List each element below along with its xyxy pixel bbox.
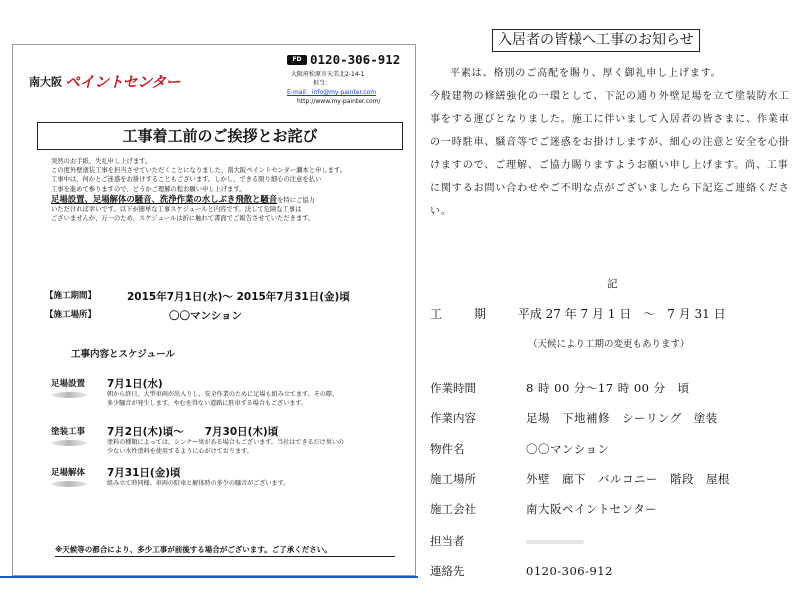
- right-title: 入居者の皆様へ工事のお知らせ: [492, 29, 700, 52]
- ki-heading: 記: [607, 278, 618, 290]
- detail-value: 外壁 廊下 バルコニー 階段 屋根: [526, 472, 730, 486]
- schedule-date: 7月2日(木)頃～ 7月30日(木)頃: [107, 426, 279, 438]
- detail-value: 8 時 00 分～17 時 00 分 頃: [526, 381, 690, 395]
- brush-mark-icon: [51, 481, 87, 487]
- detail-label: 施工会社: [430, 502, 476, 516]
- schedule-date: 7月31日(金)頃: [107, 467, 181, 479]
- logo-brand: ペイントセンター: [65, 73, 180, 91]
- detail-row: [430, 501, 657, 517]
- person-in-charge: 担当：: [313, 80, 332, 87]
- period-label: 【施工期間】: [45, 291, 97, 301]
- detail-label: 施工場所: [430, 472, 476, 486]
- detail-row: [430, 563, 613, 579]
- contact-block: [287, 53, 411, 106]
- company-logo: [29, 71, 180, 92]
- brush-mark-icon: [51, 392, 87, 398]
- detail-row: [430, 410, 718, 426]
- intro-emphasis-tail: を特にご協力: [277, 196, 315, 204]
- schedule-title: 工事内容とスケジュール: [71, 349, 175, 360]
- period-value: 平成 27 年 7 月 1 日 ～ 7 月 31 日: [517, 307, 726, 321]
- schedule-desc-line: 朝から終日、大型車両が出入りし、安全作業のために足場も組み立てます。その際、: [107, 391, 339, 398]
- website-url[interactable]: http://www.my-painter.com/: [297, 98, 381, 105]
- address: 大阪府松原市天美北2-14-1: [291, 71, 365, 78]
- period-value: 2015年7月1日(水)～ 2015年7月31日(金)頃: [127, 291, 350, 303]
- detail-row: [430, 533, 584, 549]
- email-link[interactable]: E-mail：info@my-painter.com: [287, 89, 377, 96]
- detail-value: 南大阪ペイントセンター: [526, 502, 658, 516]
- intro-line: 突然のお手紙、失礼申し上げます。: [51, 158, 152, 165]
- right-notice: [420, 0, 800, 600]
- detail-row: [430, 380, 690, 396]
- right-body: [430, 62, 790, 223]
- intro-line: この度外壁塗装工事を担当させていただくことになりました、南大阪ペイントセンター瀬本と申します。: [51, 167, 347, 175]
- period-note: （天候により工期の変更もあります）: [528, 339, 690, 350]
- intro-line: 工事中は、何かとご迷惑をお掛けすることもございます。しかし、できる限り細心の注意を払い: [51, 176, 322, 184]
- redacted-name: [526, 540, 584, 544]
- detail-label: 作業内容: [430, 411, 476, 425]
- schedule-label: 足場設置: [51, 379, 86, 389]
- left-title: 工事着工前のご挨拶とお詫び: [37, 122, 403, 150]
- greeting-paragraph: 平素は、格別のご高配を賜り、厚く御礼申し上げます。: [450, 68, 722, 79]
- bottom-blue-rule: [0, 576, 418, 578]
- detail-value: 〇〇マンション: [526, 442, 610, 456]
- schedule-label: 塗装工事: [51, 427, 86, 437]
- schedule-desc-line: 少ない水性塗料を使用するように心がけております。: [107, 448, 253, 455]
- schedule-desc-line: 多少騒音が発生します。やむを得ない道路に駐車する場合もございます。: [107, 400, 308, 407]
- phone-row: [287, 53, 411, 67]
- detail-value: 0120-306-912: [526, 564, 613, 578]
- schedule-desc: [107, 390, 399, 408]
- schedule-desc-line: 組み立て時同様、車両の駐車と解体時の多少の騒音がございます。: [107, 480, 290, 487]
- phone-number: 0120-306-912: [310, 52, 401, 67]
- schedule-desc: [107, 479, 399, 488]
- period-label: 工 期: [430, 307, 497, 321]
- detail-label: 連絡先: [430, 564, 465, 578]
- detail-value: 足場 下地補修 シーリング 塗装: [526, 411, 718, 425]
- place-label: 【施工場所】: [45, 310, 97, 320]
- weather-note: ※天候等の都合により、多少工事が前後する場合がございます。ご了承ください。: [55, 545, 332, 554]
- intro-emphasis-line: [51, 194, 399, 205]
- intro-line: 工事を進めて参りますので、どうかご理解の程お願い申し上げます。: [51, 185, 246, 193]
- intro-emphasis: 足場設置、足場解体の騒音、洗浄作業の水しぶき飛散と騒音: [51, 193, 278, 204]
- detail-label: 担当者: [430, 534, 465, 548]
- schedule-desc-line: 塗料の種類によっては、シンナー臭がある場合もございます。当社はできるだけ臭いの: [107, 439, 345, 446]
- schedule-label: 足場解体: [51, 468, 86, 478]
- intro-line: いただければ幸いです。以下が簡単な工事スケジュールと内容です。決して危険な工事は: [51, 206, 302, 214]
- detail-label: 作業時間: [430, 381, 476, 395]
- intro-text: [51, 157, 399, 223]
- note-underline: [55, 556, 395, 557]
- schedule-desc: [107, 438, 399, 456]
- logo-place: 南大阪: [29, 75, 62, 89]
- place-row: [45, 308, 242, 323]
- detail-row: [430, 471, 730, 487]
- period-row: [45, 289, 350, 304]
- place-value: 〇〇マンション: [169, 310, 243, 322]
- detail-row: [430, 441, 609, 457]
- intro-line: ございませんが、万一のため、スケジュールは折に触れて書面でご報告させていただきます。: [51, 215, 315, 223]
- brush-mark-icon: [51, 440, 87, 446]
- freedial-icon: FD: [287, 55, 307, 65]
- notice-paragraph: 今般建物の修繕強化の一環として、下記の通り外壁足場を立て塗装防水工事をする運びとなりました。施工に伴いまして入居者の皆さまに、作業車の一時駐車、騒音等でご迷惑をお掛けしますが、細心の注意と安全を心掛けますので、ご理解、ご協力賜りますようお願い申し上げます。尚、工事に関するお問い合わせやご不明な点がございましたら下記迄ご連絡ください。: [430, 91, 790, 217]
- detail-label: 物件名: [430, 442, 465, 456]
- period-row: [430, 305, 726, 322]
- left-notice: [12, 44, 416, 576]
- schedule-date: 7月1日(水): [107, 378, 163, 390]
